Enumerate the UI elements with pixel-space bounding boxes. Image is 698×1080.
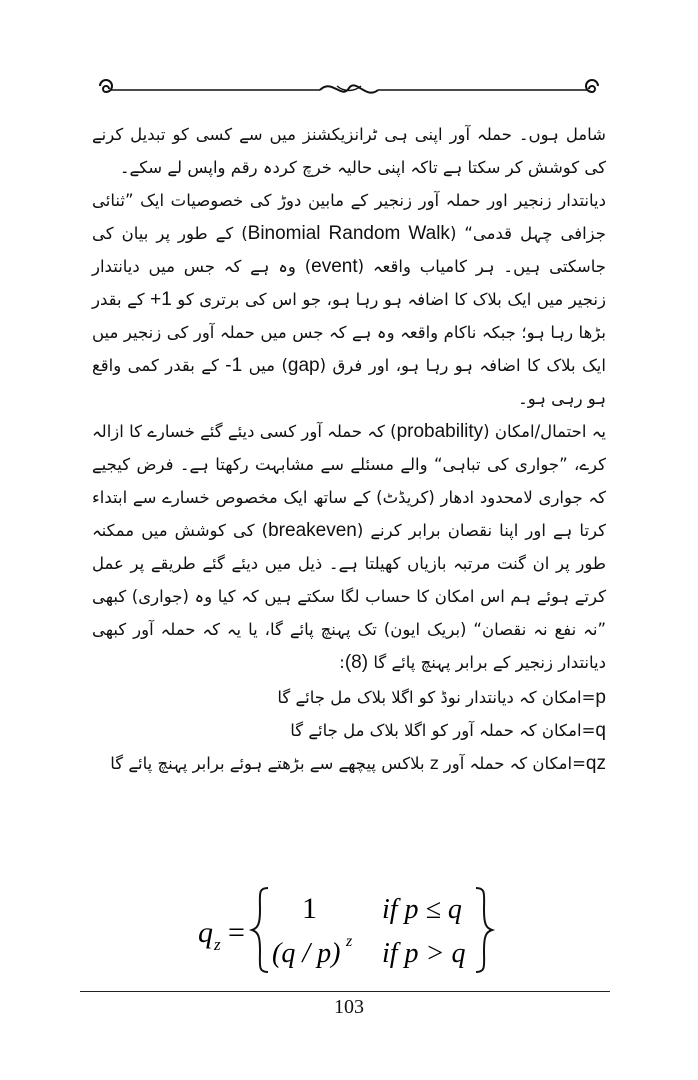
latin-term: gap (287, 355, 320, 376)
latin-term: breakeven (268, 520, 357, 541)
paragraph-text: کے بقدر کمی واقع ہو رہی ہو۔ (92, 356, 606, 408)
probability-formula (190, 880, 510, 980)
paragraph-text: ) میں (242, 356, 288, 375)
definition-symbol: p (595, 687, 606, 708)
paragraph-text: یہ احتمال/امکان ( (483, 422, 606, 441)
paragraph (92, 118, 606, 184)
paragraph-text: شامل ہوں۔ حملہ آور اپنی ہی ٹرانزیکشنز میں سے کسی کو تبدیل کرنے کی کوشش کر سکتا ہے تاکہ اپنی حالیہ خرچ کردہ رقم واپس لے سکے۔ (92, 125, 606, 177)
paragraph-text: ) کہ حملہ آور کسی دیئے گئے خسارے کا ازالہ کرے، ”جواری کی تباہی“ والے مسئلے سے مشابہت رکھتا ہے۔ فرض کیجیے کہ جواری لامحدود ادھار (کریڈٹ) کے ساتھ ایک مخصوص خسارے سے ابتداء کرتا ہے اور اپنا نقصان برابر کرنے ( (92, 422, 607, 540)
paragraph-text: ) وہ ہے کہ جس میں دیانتدار زنجیر میں ایک بلاک کا اضافہ ہو رہا ہو، جو اس کی برتری کو (92, 257, 606, 309)
definition-text: =امکان کہ دیانتدار نوڈ کو اگلا بلاک مل جائے گا (277, 688, 596, 707)
formula-case1-value: 1 (302, 892, 317, 925)
formula-lhs-subscript: z (214, 935, 221, 954)
latin-term: event (311, 256, 358, 277)
paragraph-text: ) کی کوشش میں ممکنہ طور پر ان گنت مرتبہ بازیاں کھیلتا ہے۔ ذیل میں دیئے گئے طریقے پر عمل کرتے ہوئے ہم اس امکان کا حساب لگا سکتے ہیں کہ کیا وہ (جواری) کبھی ”نہ نفع نہ نقصان“ (بریک ایون) تک پہنچ پائے گا، یا یہ کہ حملہ آور کبھی دیانتدار زنجیر کے برابر پہنچ پائے گا (92, 521, 606, 672)
definition-line (92, 714, 606, 747)
definition-line (92, 747, 606, 780)
latin-term: +1 (150, 289, 172, 310)
latin-term: (8) (344, 652, 369, 673)
latin-term: probability (396, 421, 484, 442)
paragraph-text: ) کے طور پر بیان کی جاسکتی ہیں۔ ہر کامیاب واقعہ ( (92, 224, 606, 276)
paragraph-text: کے بقدر بڑھا رہا ہو؛ جبکہ ناکام واقعہ وہ ہے کہ جس میں حملہ آور کی زنجیر میں ایک بلاک کا اضافہ ہو رہا ہو، اور فرق ( (92, 290, 606, 375)
paragraph-text: دیانتدار زنجیر اور حملہ آور زنجیر کے مابین دوڑ کی خصوصیات ایک ”ثنائی جزافی چہل قدمی“ ( (92, 191, 606, 243)
page-body (92, 118, 606, 780)
formula-case1-condition: if p ≤ q (382, 894, 462, 925)
definition-symbol: qz (585, 753, 606, 774)
definition-line (92, 681, 606, 714)
formula-case2-value: (q / p) (272, 938, 341, 969)
latin-term: -1 (225, 355, 243, 376)
header-ornament (92, 74, 606, 102)
formula-case2-condition: if p > q (382, 938, 466, 969)
paragraph (92, 415, 606, 679)
svg-text:=: = (228, 916, 245, 949)
latin-term: Binomial Random Walk (247, 223, 450, 244)
formula-case2-exponent: z (346, 933, 353, 950)
definition-symbol: q (595, 720, 606, 741)
formula-lhs: q (198, 916, 213, 949)
definition-text: =امکان کہ حملہ آور z بلاکس پیچھے سے بڑھتے ہوئے برابر پہنچ پائے گا (110, 754, 586, 773)
footer-rule (80, 991, 610, 992)
definition-text: =امکان کہ حملہ آور کو اگلا بلاک مل جائے گا (290, 721, 596, 740)
paragraph-text: : (339, 653, 345, 672)
paragraph (92, 184, 606, 415)
page-number: 103 (334, 996, 364, 1018)
definition-list (92, 681, 606, 780)
